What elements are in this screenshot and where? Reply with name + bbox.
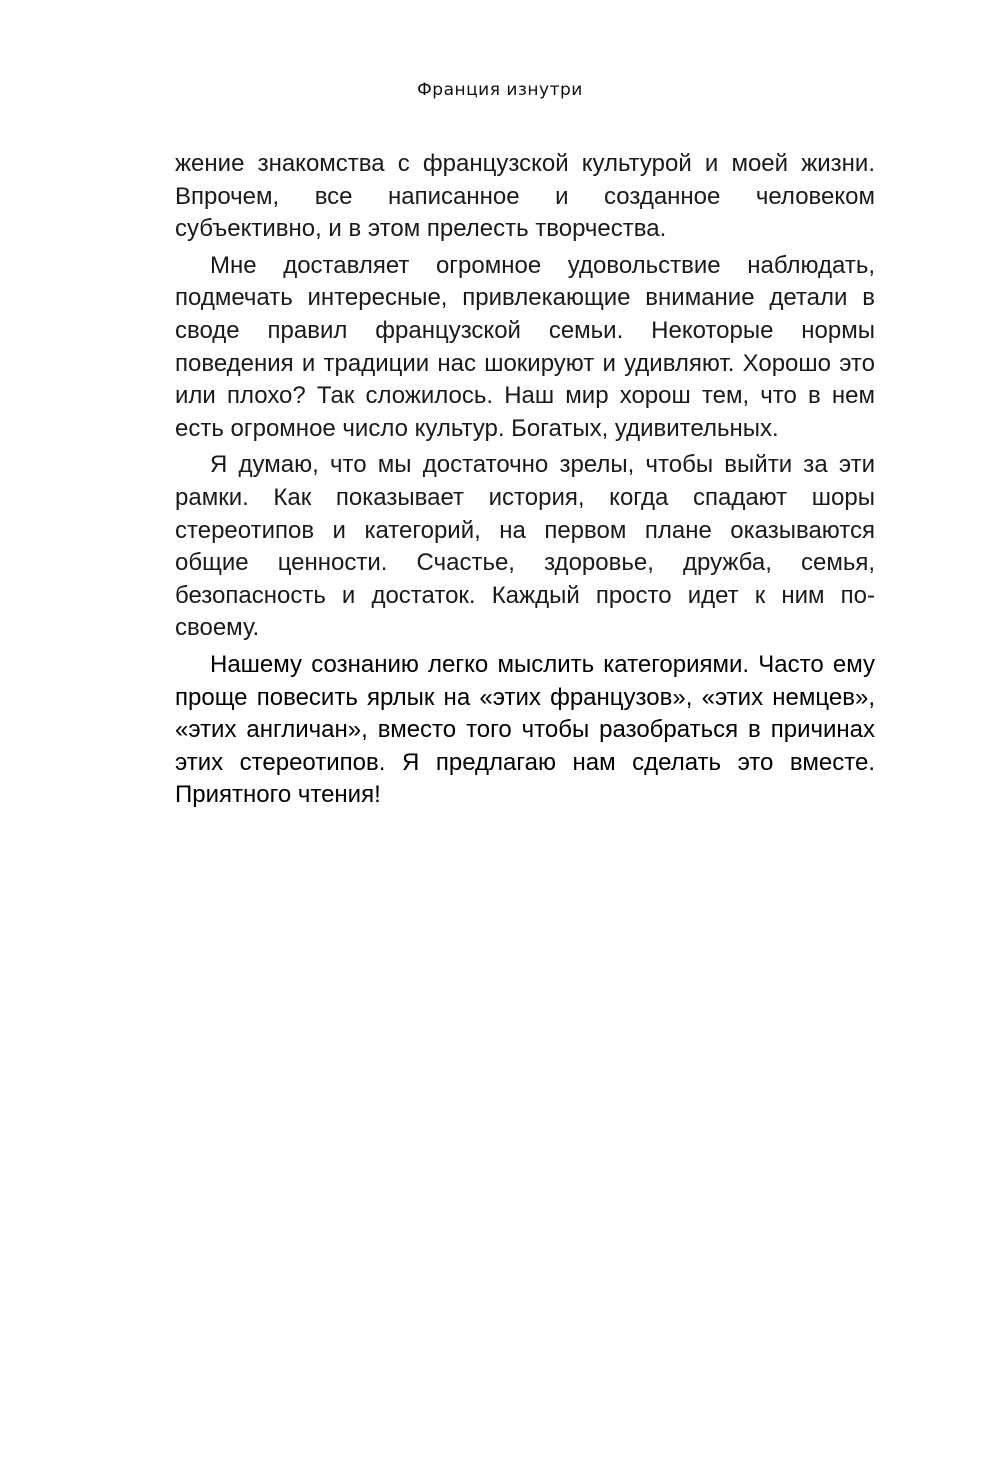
paragraph-stereotypes: Нашему сознанию легко мыслить категориями. Часто ему проще повесить ярлык на «этих французов», «этих немцев», «этих англичан», вместо того чтобы разобраться в причинах этих стереотипов. Я предлагаю нам сделать это вместе. Приятного чтения! [175, 650, 875, 809]
body-text [175, 148, 875, 816]
paragraph-continuation: жение знакомства с французской культурой и моей жизни. Впрочем, все написанное и созданное человеком субъективно, и в этом прелесть творчества. [175, 150, 875, 243]
running-title: Франция изнутри [417, 80, 583, 100]
paragraph-observations: Мне доставляет огромное удовольствие наблюдать, подмечать интересные, привлекающие внимание детали в своде правил французской семьи. Некоторые нормы поведения и традиции нас шокируют и удивляют. Хорошо это или плохо? Так сложилось. Наш мир хорош тем, что в нем есть огромное число культур. Богатых, удивительных. [175, 251, 875, 442]
paragraph-shared-values: Я думаю, что мы достаточно зрелы, чтобы выйти за эти рамки. Как показывает история, когда спадают шоры стереотипов и категорий, на первом плане оказываются общие ценности. Счастье, здоровье, дружба, семья, безопасность и достаток. Каждый просто идет к ним по-своему. [175, 451, 875, 642]
